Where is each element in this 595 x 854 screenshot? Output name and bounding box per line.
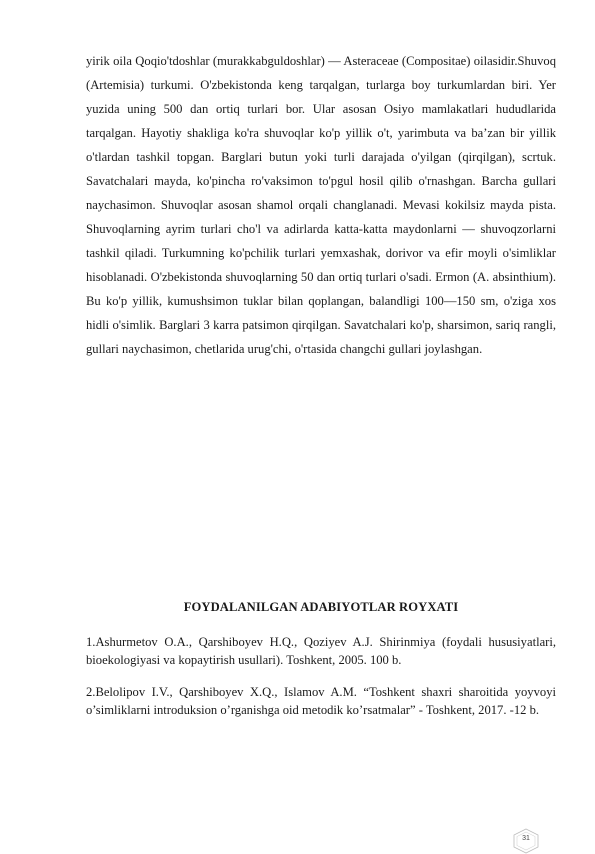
references-heading: FOYDALANILGAN ADABIYOTLAR ROYXATI [183, 600, 459, 614]
page-number: 31 [522, 835, 530, 842]
page-number-badge [513, 828, 539, 854]
reference-item-2: 2.Belolipov I.V., Qarshiboyev X.Q., Islamov A.M. “Toshkent shaxri sharoitida yoyvoyi o’simliklarni introduksion o’rganishga oid metodik ko’rsatmalar” - Toshkent, 2017. -12 b. [86, 685, 556, 717]
body-paragraph: yirik oila Qoqio'tdoshlar (murakkabguldoshlar) — Asteraceae (Compositae) oilasidir.Shuvoq (Artemisia) turkumi. O'zbekistonda keng tarqalgan, turlarga boy turkumlardan biri. Yer yuzida uning 500 dan ortiq turlari bor. Ular asosan Osiyo mamlakatlari hududlarida tarqalgan. Hayotiy shakliga ko'ra shuvoqlar ko'p yillik o't, yarimbuta va ba’zan bir yillik o'tlardan tashkil topgan. Barglari butun yoki turli darajada o'yilgan (qirqilgan), scrtuk. Savatchalari mayda, ko'pincha ro'vaksimon to'pgul hosil qilib o'rnashgan. Barcha gullari naychasimon. Shuvoqlar asosan shamol orqali changlanadi. Mevasi kokilsiz mayda pista. Shuvoqlarning ayrim turlari cho'l va adirlarda katta-katta maydonlarni — shuvoqzorlarni tashkil qiladi. Turkumning ko'pchilik turlari yemxashak, dorivor va efir moyli o'simliklar hisoblanadi. O'zbekistonda shuvoqlarning 50 dan ortiq turlari o'sadi. Ermon (A. absinthium). Bu ko'p yillik, kumushsimon tuklar bilan qoplangan, balandligi 100—150 sm, o'ziga xos hidli o'simlik. Barglari 3 karra patsimon qirqilgan. Savatchalari ko'p, sharsimon, sariq rangli, gullari naychasimon, chetlarida urug'chi, o'rtasida changchi gullari joylashgan. [86, 54, 556, 356]
reference-item-1: 1.Ashurmetov O.A., Qarshiboyev H.Q., Qoziyev A.J. Shirinmiya (foydali hususiyatlari, bioekologiyasi va kopaytirish usullari). Toshkent, 2005. 100 b. [86, 635, 556, 667]
